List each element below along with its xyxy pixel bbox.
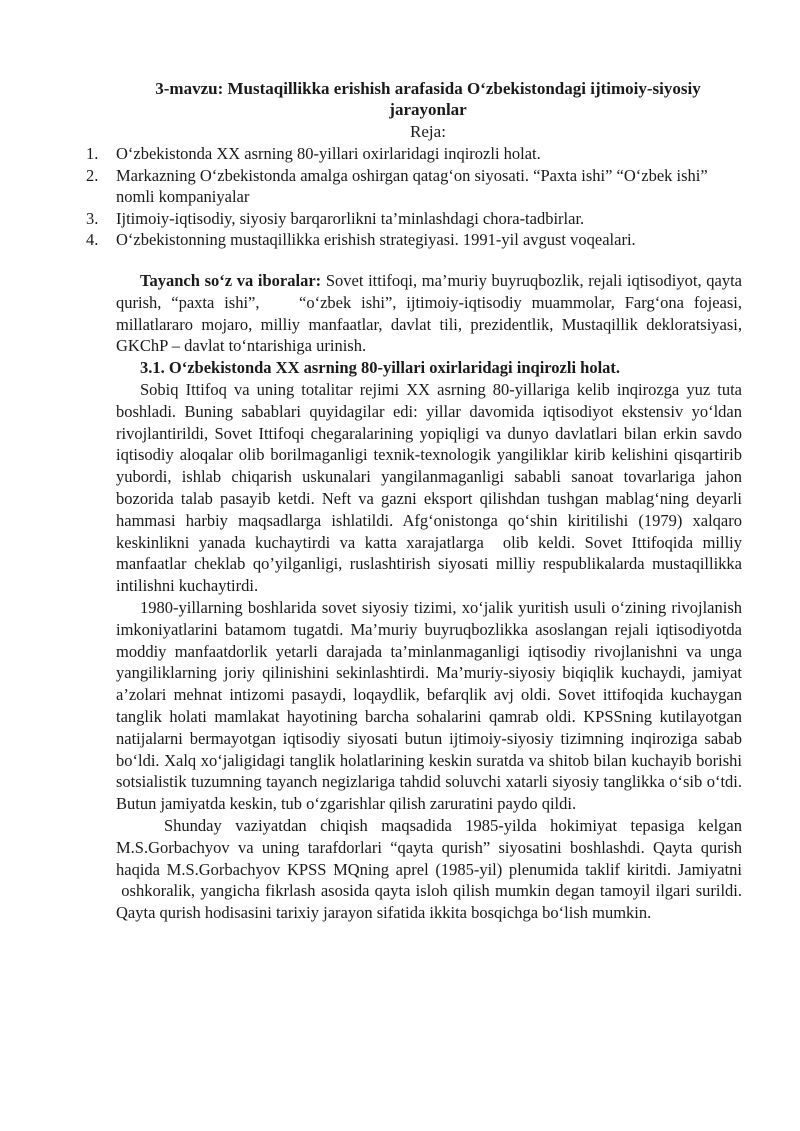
body-paragraph-2: 1980-yillarning boshlarida sovet siyosiy tizimi, xo‘jalik yuritish usuli o‘zining rivojlanish imkoniyatlarini batamom tugatdi. Ma’muriy buyruqbozlikka asoslangan rejali iqtisodiyotda moddiy manfaatdorlik yetarli darajada ta’minlanmaganligi iqtisodiy rivojlanishni va unga yangiliklarning joriy qilinishini sekinlashtirdi. Ma’muriy-siyosiy biqiqlik kuchaydi, jamiyat a’zolari mehnat intizomi pasaydi, loqaydlik, befarqlik avj oldi. Sovet ittifoqida kuchaygan tanglik holati mamlakat hayotining barcha sohalarini qamrab oldi. KPSSning kutilayotgan natijalarni bermayotgan iqtisodiy siyosati butun ijtimoiy-siyosiy tizimning inqiroziga sabab bo‘ldi. Xalq xo‘jaligidagi tanglik holatlarining keskin suratda va shitob bilan kuchayib borishi sotsialistik tuzumning tayanch negizlariga tahdid soluvchi xatarli siyosiy tanglikka o‘sib o‘tdi. Butun jamiyatda keskin, tub o‘zgarishlar qilish zaruratini paydo qildi. xyxy=(116,597,742,814)
plan-item-number: 2. xyxy=(86,165,99,185)
plan-item-number: 4. xyxy=(86,230,99,249)
keywords-paragraph xyxy=(116,270,742,357)
plan-item-text: Markazning O‘zbekistonda amalga oshirgan qatag‘on siyosati. “Paxta ishi” “O‘zbek ishi” nomli kompaniyalar xyxy=(116,165,708,206)
plan-item-text: O‘zbekistonning mustaqillikka erishish strategiyasi. 1991-yil avgust voqealari. xyxy=(116,230,636,249)
plan-list xyxy=(86,143,746,251)
plan-item xyxy=(86,229,746,251)
page-title-line-1: 3-mavzu: Mustaqillikka erishish arafasida O‘zbekistondagi ijtimoiy-siyosiy xyxy=(155,79,701,98)
document-body xyxy=(116,270,742,924)
body-paragraph-3: Shunday vaziyatdan chiqish maqsadida 1985-yilda hokimiyat tepasiga kelgan M.S.Gorbachyov va uning tarafdorlari “qayta qurish” siyosatini boshlashdi. Qayta qurish haqida M.S.Gorbachyov KPSS MQning aprel (1985-yil) plenumida taklif kiritdi. Jamiyatni oshkoralik, yangicha fikrlash asosida qayta isloh qilish mumkin degan tamoyil ilgari surildi. Qayta qurish hodisasini tarixiy jarayon sifatida ikkita bosqichga bo‘lish mumkin. xyxy=(116,815,742,923)
keywords-label: Tayanch so‘z va iboralar: xyxy=(140,271,322,290)
page-title-line-2: jarayonlar xyxy=(389,100,467,119)
plan-item-text: O‘zbekistonda XX asrning 80-yillari oxirlaridagi inqirozli holat. xyxy=(116,144,541,163)
plan-item-number: 3. xyxy=(86,208,99,228)
plan-item-number: 1. xyxy=(86,144,99,163)
plan-item xyxy=(86,208,746,230)
plan-item xyxy=(86,165,746,208)
keywords-text: Sovet ittifoqi, ma’muriy buyruqbozlik, rejali iqtisodiyot, qayta qurish, “paxta ishi”, “o‘zbek ishi”, ijtimoiy-iqtisodiy muammolar, Farg‘ona fojeasi, millatlararo mojaro, milliy manfaatlar, davlat tili, prezidentlik, Mustaqillik dekloratsiyasi, GKChP – davlat to‘ntarishiga urinish. xyxy=(116,271,742,356)
plan-item xyxy=(86,143,746,165)
plan-heading: Reja: xyxy=(410,122,446,141)
body-paragraph-1: Sobiq Ittifoq va uning totalitar rejimi XX asrning 80-yillariga kelib inqirozga yuz tuta boshladi. Buning sabablari quyidagilar edi: yillar davomida iqtisodiyot ekstensiv yo‘ldan rivojlantirildi, Sovet Ittifoqi chegaralarining yopiqligi va dunyo davlatlari bilan erkin savdo iqtisodiy aloqalar olib borilmaganligi texnik-texnologik yangiliklar kirib kelishini qisqartirib yubordi, ishlab chiqarish uskunalari yangilanmaganligi sababli sanoat tovarlariga jahon bozorida talab pasayib ketdi. Neft va gazni eksport qilishdan tushgan mablag‘ning deyarli hammasi harbiy maqsadlarga ishlatildi. Afg‘onistonga qo‘shin kiritilishi (1979) xalqaro keskinlikni yanada kuchaytirdi va katta xarajatlarga olib keldi. Sovet Ittifoqida milliy manfaatlar cheklab qo’yilganligi, ruslashtirish siyosati milliy respublikalarda mustaqillikka intilishni kuchaytirdi. xyxy=(116,379,742,596)
plan-item-text: Ijtimoiy-iqtisodiy, siyosiy barqarorlikni ta’minlashdagi chora-tadbirlar. xyxy=(116,208,585,228)
section-title: 3.1. O‘zbekistonda XX asrning 80-yillari oxirlaridagi inqirozli holat. xyxy=(140,358,621,378)
